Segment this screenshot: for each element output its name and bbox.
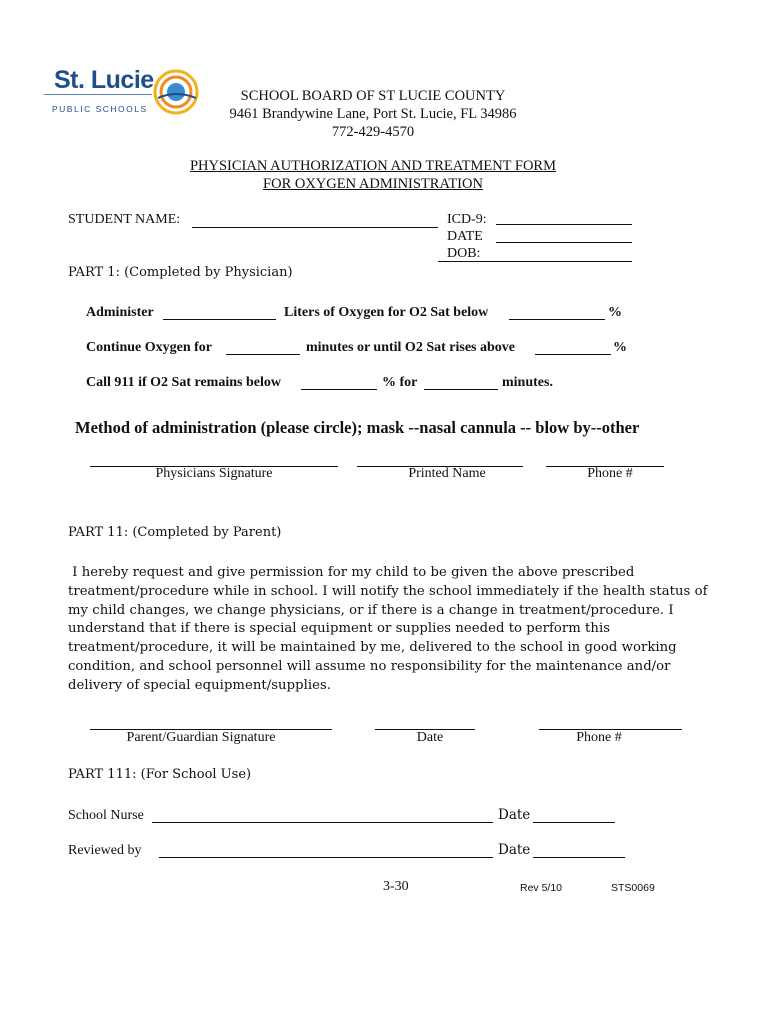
header-address: 9461 Brandywine Lane, Port St. Lucie, FL 34986 <box>229 106 517 122</box>
call911-sat-field[interactable] <box>301 389 377 390</box>
continue-label: Continue Oxygen for <box>86 340 212 355</box>
liters-field[interactable] <box>163 319 276 320</box>
school-nurse-label: School Nurse <box>68 808 144 823</box>
nurse-date-label: Date <box>498 807 531 823</box>
date-label: DATE <box>447 229 483 244</box>
student-name-field[interactable] <box>192 227 438 228</box>
consent-line: treatment/procedure, it will be maintained by me, delivered to the school in good working <box>68 640 677 656</box>
consent-line: understand that if there is special equipment or supplies needed to perform this <box>68 621 611 637</box>
continue-minutes-field[interactable] <box>226 354 300 355</box>
date-field[interactable] <box>496 242 632 243</box>
revision-label: Rev 5/10 <box>520 882 563 894</box>
physician-phone-label: Phone # <box>587 466 633 481</box>
part2-heading: PART 11: (Completed by Parent) <box>68 525 282 540</box>
part1-heading: PART 1: (Completed by Physician) <box>68 265 293 280</box>
pct-for-label: % for <box>382 375 418 390</box>
reviewed-by-label: Reviewed by <box>68 843 142 858</box>
header-phone: 772-429-4570 <box>331 124 415 140</box>
physician-signature-label: Physicians Signature <box>155 466 273 481</box>
icd9-field[interactable] <box>496 224 632 225</box>
nurse-date-field[interactable] <box>533 822 615 823</box>
reviewed-date-field[interactable] <box>533 857 625 858</box>
percent-sign: % <box>608 305 622 320</box>
consent-line: I hereby request and give permission for my child to be given the above prescribed <box>68 565 635 580</box>
consent-paragraph <box>68 564 708 696</box>
consent-line: treatment/procedure while in school. I will notify the school immediately if the health status of <box>68 583 708 599</box>
logo-name: St. Lucie <box>54 66 154 94</box>
page-number: 3-30 <box>383 879 409 894</box>
parent-phone-label: Phone # <box>576 730 622 745</box>
reviewed-by-field[interactable] <box>159 857 493 858</box>
percent-sign-2: % <box>613 340 627 355</box>
consent-line: my child changes, we change physicians, or if there is a change in treatment/procedure. I <box>68 602 674 618</box>
header-org: SCHOOL BOARD OF ST LUCIE COUNTY <box>240 88 506 104</box>
logo-subtitle: PUBLIC SCHOOLS <box>52 104 148 114</box>
icd9-label: ICD-9: <box>447 212 487 227</box>
consent-line: delivery of special equipment/supplies. <box>68 677 332 693</box>
consent-line: condition, and school personnel will assume no responsibility for the maintenance and/or <box>68 658 671 674</box>
part3-heading: PART 111: (For School Use) <box>68 767 252 782</box>
dob-label: DOB: <box>447 246 481 261</box>
administer-label: Administer <box>86 305 154 320</box>
school-nurse-field[interactable] <box>152 822 493 823</box>
sat-above-field[interactable] <box>535 354 611 355</box>
form-code: STS0069 <box>611 882 655 894</box>
form-title-line1: PHYSICIAN AUTHORIZATION AND TREATMENT FORM <box>189 158 556 174</box>
minutes-until-label: minutes or until O2 Sat rises above <box>306 340 515 355</box>
sat-below-field[interactable] <box>509 319 605 320</box>
call911-label: Call 911 if O2 Sat remains below <box>86 375 281 390</box>
parent-date-label: Date <box>416 730 444 745</box>
method-of-administration: Method of administration (please circle); mask --nasal cannula -- blow by--other <box>75 418 640 437</box>
student-name-label: STUDENT NAME: <box>68 212 181 227</box>
minutes-label: minutes. <box>502 375 553 390</box>
form-title-line2: FOR OXYGEN ADMINISTRATION <box>263 176 483 192</box>
reviewed-date-label: Date <box>498 842 531 858</box>
dob-field[interactable] <box>438 261 632 262</box>
call911-minutes-field[interactable] <box>424 389 498 390</box>
liters-label: Liters of Oxygen for O2 Sat below <box>284 305 489 320</box>
printed-name-label: Printed Name <box>408 466 486 481</box>
parent-signature-label: Parent/Guardian Signature <box>126 730 276 745</box>
